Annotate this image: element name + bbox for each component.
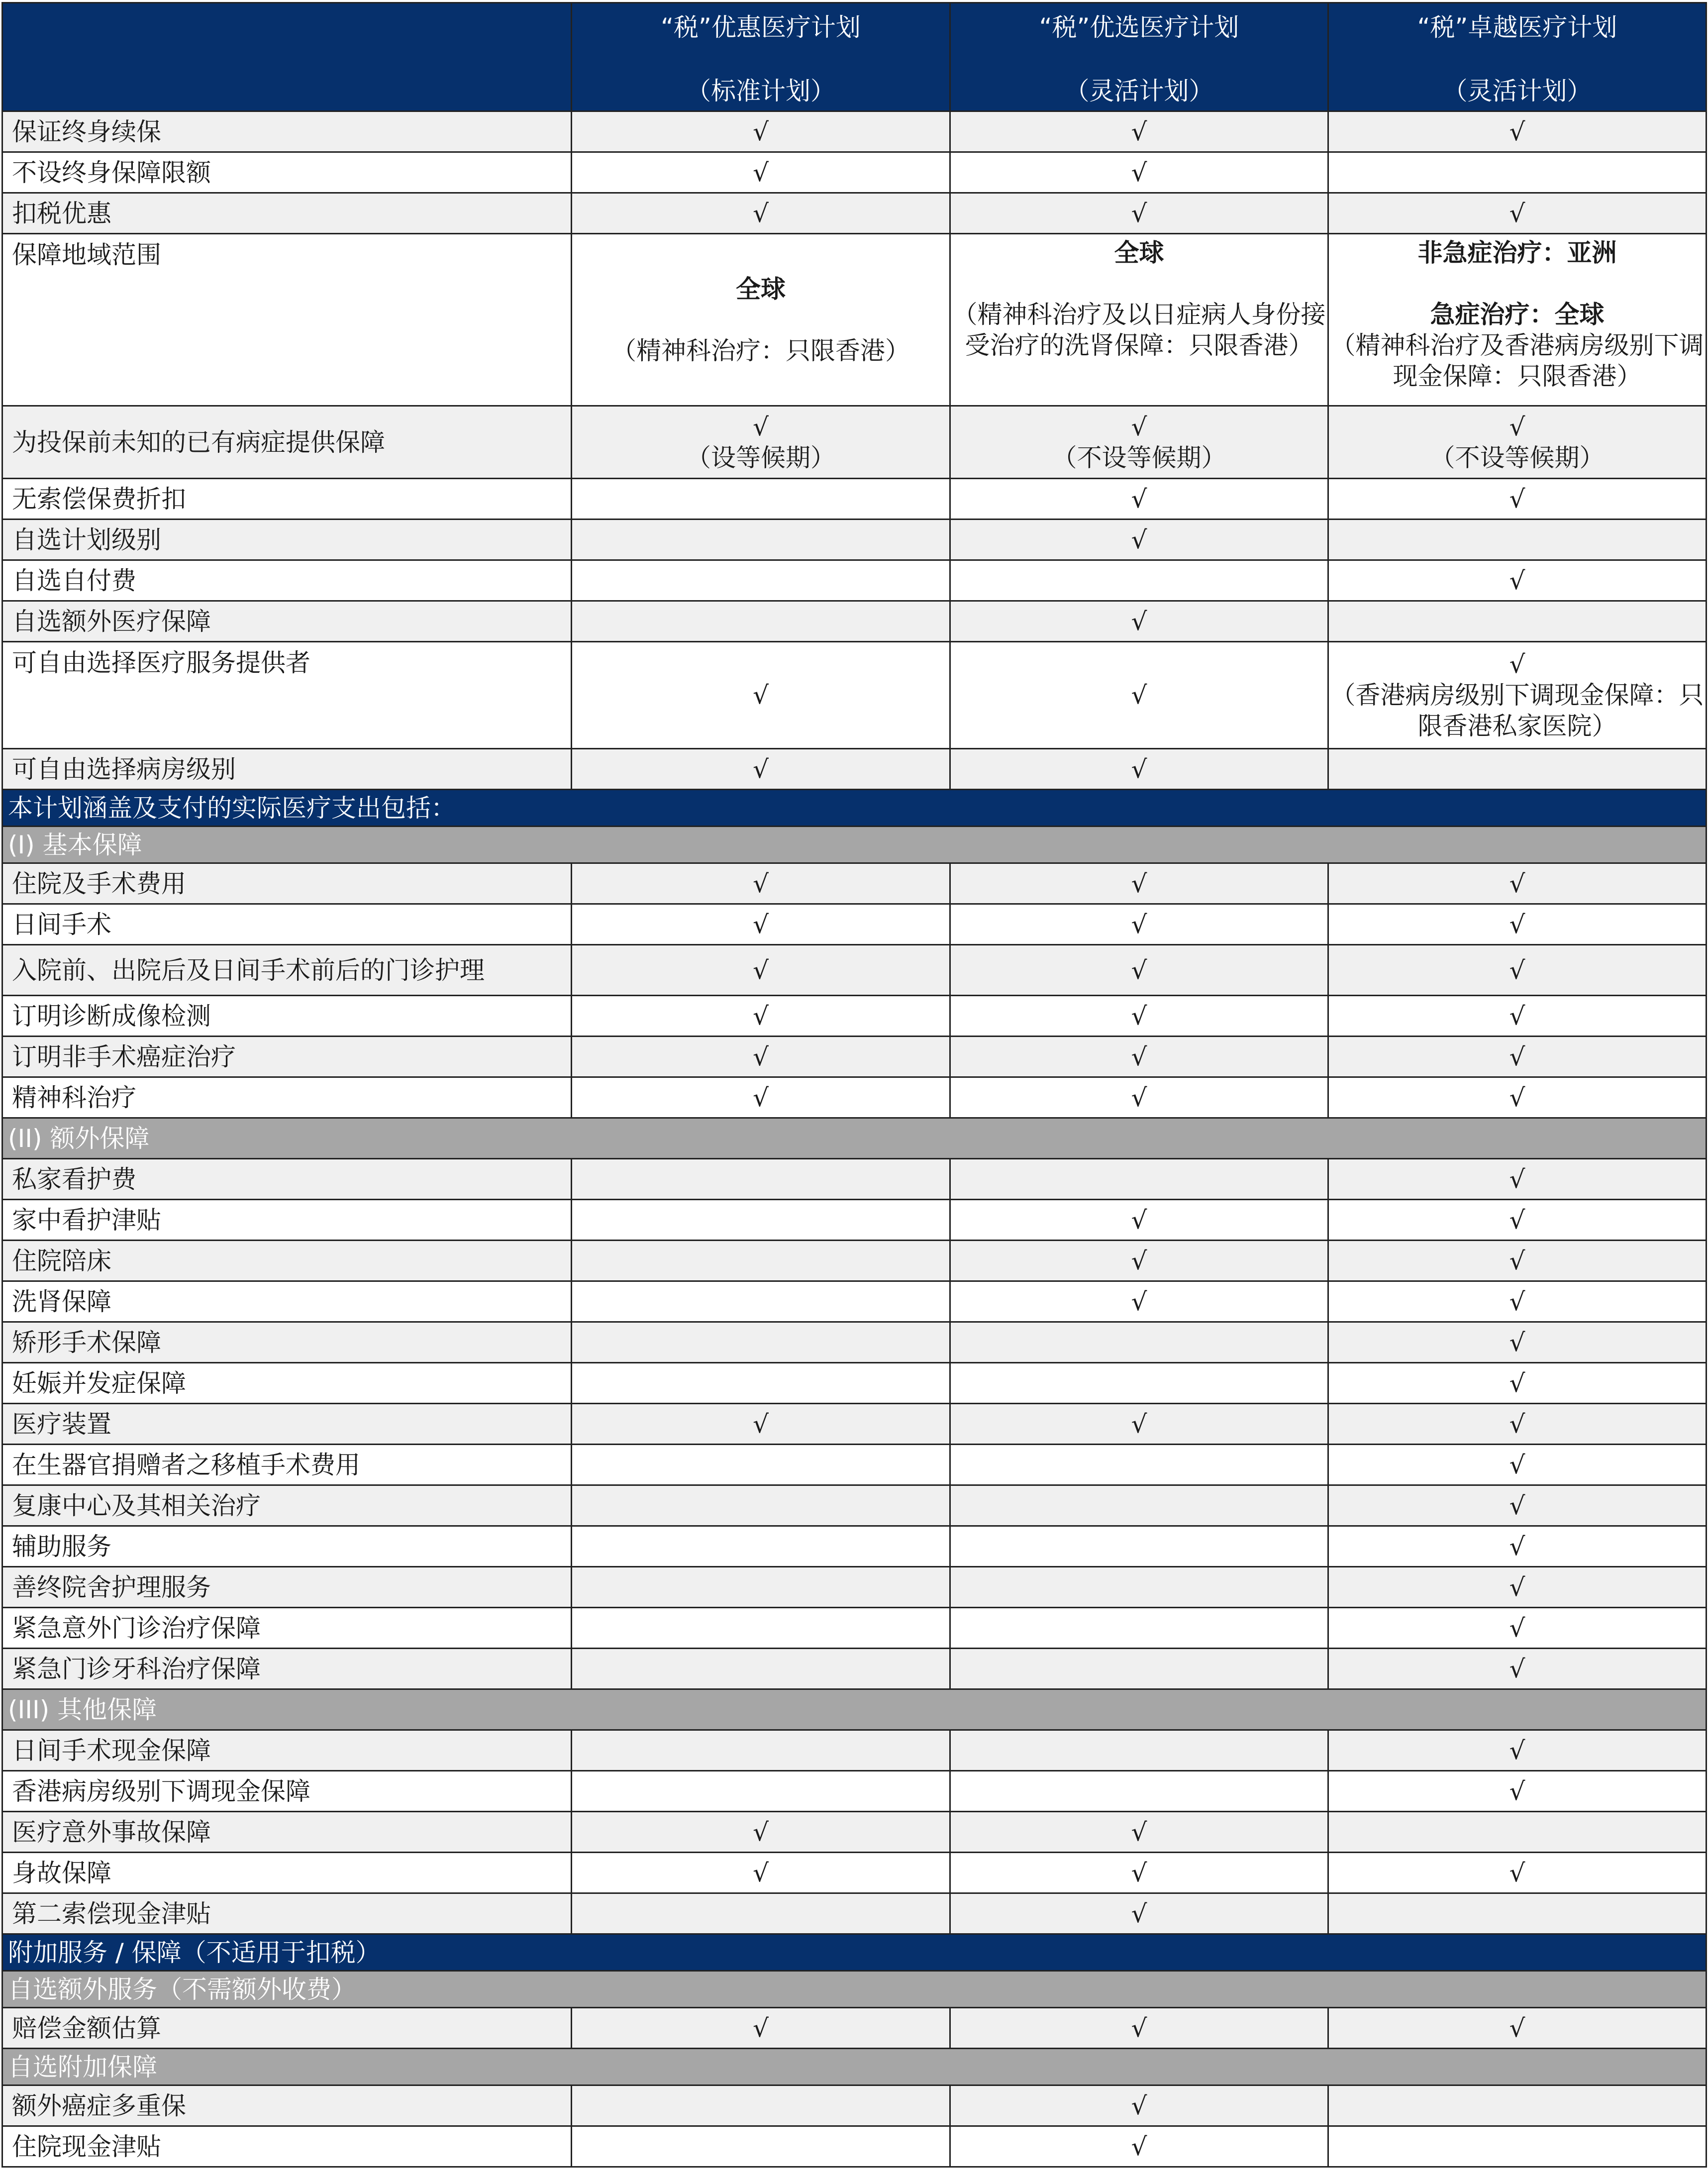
section-title: (I) 基本保障 (2, 827, 1707, 863)
row-label: 在生器官捐赠者之移植手术费用 (2, 1445, 572, 1485)
plan-name: “税”卓越医疗计划 (1417, 12, 1617, 42)
cell-note: （不设等候期） (1052, 443, 1226, 472)
check-mark: √ (950, 904, 1328, 945)
check-mark: √ (572, 193, 950, 234)
optional-service-group (2, 2008, 1707, 2049)
check-mark: √ (572, 1077, 950, 1118)
plan-header-1 (572, 3, 950, 111)
row-label: 妊娠并发症保障 (2, 1363, 572, 1404)
check-mark: √ (950, 1404, 1328, 1445)
check-mark: √ (1328, 1281, 1707, 1322)
section-title: (III) 其他保障 (2, 1689, 1707, 1730)
check-mark: √ (950, 520, 1328, 560)
check-mark: √ (1328, 1853, 1707, 1893)
row-label: 住院现金津贴 (2, 2126, 572, 2167)
table-row (2, 1485, 1707, 1526)
table-row (2, 642, 1707, 749)
empty-cell (572, 479, 950, 520)
check-mark: √ (1328, 1404, 1707, 1445)
check-mark: √ (950, 945, 1328, 996)
section-header (2, 1118, 1707, 1159)
empty-cell (572, 560, 950, 601)
row-label: 不设终身保障限额 (2, 152, 572, 193)
empty-cell (572, 1485, 950, 1526)
section-title: 自选附加保障 (2, 2049, 1707, 2085)
check-mark: √ (1328, 1485, 1707, 1526)
plan-name: “税”优惠医疗计划 (661, 12, 861, 42)
coverage-note: （精神科治疗及以日症病人身份接受治疗的洗肾保障：只限香港） (952, 300, 1326, 360)
check-mark: √ (950, 601, 1328, 642)
check-mark: √ (950, 996, 1328, 1037)
empty-cell (1328, 749, 1707, 790)
check-mark: √ (950, 1200, 1328, 1241)
row-label: 身故保障 (2, 1853, 572, 1893)
empty-cell (1328, 152, 1707, 193)
check-mark: √ (1328, 111, 1707, 152)
table-row (2, 1812, 1707, 1853)
row-label: 赔偿金额估算 (2, 2008, 572, 2049)
plan-type: （灵活计划） (1064, 76, 1214, 105)
table-row (2, 1077, 1707, 1118)
check-mark: √ (950, 1077, 1328, 1118)
row-label: 洗肾保障 (2, 1281, 572, 1322)
table-row (2, 1037, 1707, 1077)
section-title: 附加服务 / 保障（不适用于扣税） (2, 1934, 1707, 1971)
table-row (2, 1853, 1707, 1893)
coverage-title: 非急症治疗：亚洲 (1417, 238, 1617, 267)
row-label: 私家看护费 (2, 1159, 572, 1200)
coverage-title: 全球 (1114, 238, 1164, 267)
plan-type: （标准计划） (686, 76, 835, 105)
empty-cell (950, 1485, 1328, 1526)
check-mark: √ (572, 2008, 950, 2049)
table-row (2, 945, 1707, 996)
check-mark: √ (950, 479, 1328, 520)
check-mark: √ (572, 1404, 950, 1445)
coverage-cell-1 (572, 234, 950, 406)
check-mark: √ (572, 863, 950, 904)
table-row (2, 1200, 1707, 1241)
cell-note: （设等候期） (686, 443, 835, 472)
empty-cell (572, 1445, 950, 1485)
row-label: 住院及手术费用 (2, 863, 572, 904)
check-mark: √ (572, 1812, 950, 1853)
check-note-cell (1328, 406, 1707, 479)
check-mark: √ (572, 749, 950, 790)
check-mark: √ (1131, 412, 1147, 441)
check-mark: √ (1509, 412, 1525, 441)
table-row (2, 1241, 1707, 1281)
plan-header-2 (950, 3, 1328, 111)
extra-benefits-group (2, 1159, 1707, 1689)
coverage-note: （精神科治疗及香港病房级别下调现金保障：只限香港） (1330, 331, 1704, 391)
row-label: 订明诊断成像检测 (2, 996, 572, 1037)
row-label: 订明非手术癌症治疗 (2, 1037, 572, 1077)
check-mark: √ (1328, 479, 1707, 520)
check-mark: √ (1328, 1567, 1707, 1608)
empty-cell (572, 1241, 950, 1281)
check-mark: √ (1328, 1649, 1707, 1689)
empty-cell (572, 601, 950, 642)
check-mark: √ (1328, 560, 1707, 601)
empty-cell (572, 1771, 950, 1812)
section-header (2, 1934, 1707, 1971)
header-row (2, 3, 1707, 111)
check-mark: √ (1328, 1037, 1707, 1077)
check-mark: √ (572, 111, 950, 152)
row-label: 辅助服务 (2, 1526, 572, 1567)
table-row (2, 1526, 1707, 1567)
coverage-title: 急症治疗：全球 (1430, 300, 1605, 329)
plan-comparison-table (1, 2, 1707, 2168)
row-label: 紧急门诊牙科治疗保障 (2, 1649, 572, 1689)
empty-cell (950, 1730, 1328, 1771)
empty-cell (572, 2085, 950, 2126)
row-label: 日间手术现金保障 (2, 1730, 572, 1771)
header-corner (2, 3, 572, 111)
row-label: 扣税优惠 (2, 193, 572, 234)
table-row (2, 749, 1707, 790)
check-mark: √ (950, 2008, 1328, 2049)
row-label: 矫形手术保障 (2, 1322, 572, 1363)
row-label: 自选自付费 (2, 560, 572, 601)
empty-cell (572, 1526, 950, 1567)
check-mark: √ (950, 863, 1328, 904)
table-row (2, 193, 1707, 234)
section-header (2, 2049, 1707, 2085)
empty-cell (950, 1363, 1328, 1404)
table-row (2, 1322, 1707, 1363)
empty-cell (572, 1363, 950, 1404)
check-mark: √ (950, 1812, 1328, 1853)
row-label: 善终院舍护理服务 (2, 1567, 572, 1608)
check-mark: √ (1328, 1771, 1707, 1812)
basic-benefits-group (2, 863, 1707, 1118)
cell-note: （不设等候期） (1430, 443, 1605, 472)
row-label: 第二索偿现金津贴 (2, 1893, 572, 1934)
table-row (2, 1608, 1707, 1649)
check-mark: √ (1328, 945, 1707, 996)
table-row (2, 560, 1707, 601)
section-title: (II) 额外保障 (2, 1118, 1707, 1159)
check-mark: √ (1328, 863, 1707, 904)
row-label: 医疗意外事故保障 (2, 1812, 572, 1853)
check-mark: √ (950, 111, 1328, 152)
check-mark: √ (1328, 1526, 1707, 1567)
check-mark: √ (950, 152, 1328, 193)
table-row (2, 2008, 1707, 2049)
empty-cell (1328, 520, 1707, 560)
table-row (2, 1363, 1707, 1404)
table-row (2, 996, 1707, 1037)
row-label: 为投保前未知的已有病症提供保障 (2, 406, 572, 479)
check-mark: √ (950, 2126, 1328, 2167)
check-mark: √ (1328, 2008, 1707, 2049)
empty-cell (950, 1608, 1328, 1649)
section-header (2, 1971, 1707, 2008)
check-mark: √ (1328, 996, 1707, 1037)
check-mark: √ (950, 2085, 1328, 2126)
check-mark: √ (1328, 193, 1707, 234)
empty-cell (572, 1200, 950, 1241)
empty-cell (1328, 601, 1707, 642)
coverage-cell-2 (950, 234, 1328, 406)
check-mark: √ (950, 193, 1328, 234)
empty-cell (1328, 1893, 1707, 1934)
empty-cell (572, 1159, 950, 1200)
check-mark: √ (753, 412, 769, 441)
empty-cell (572, 2126, 950, 2167)
row-label: 自选额外医疗保障 (2, 601, 572, 642)
table-row (2, 152, 1707, 193)
section-title: 本计划涵盖及支付的实际医疗支出包括： (2, 790, 1707, 827)
check-mark: √ (950, 1241, 1328, 1281)
check-note-cell (950, 406, 1328, 479)
table-row (2, 406, 1707, 479)
check-mark: √ (1509, 650, 1525, 679)
check-mark: √ (1328, 1608, 1707, 1649)
empty-cell (950, 1159, 1328, 1200)
check-mark: √ (1328, 1159, 1707, 1200)
check-mark: √ (1328, 1730, 1707, 1771)
check-mark: √ (572, 642, 950, 749)
check-note-cell (572, 406, 950, 479)
section-header (2, 1689, 1707, 1730)
check-mark: √ (1328, 904, 1707, 945)
row-label: 精神科治疗 (2, 1077, 572, 1118)
section-header (2, 827, 1707, 863)
row-label: 自选计划级别 (2, 520, 572, 560)
empty-cell (572, 1608, 950, 1649)
empty-cell (572, 1649, 950, 1689)
plan-name: “税”优选医疗计划 (1039, 12, 1239, 42)
table-row (2, 234, 1707, 406)
check-mark: √ (950, 1281, 1328, 1322)
optional-rider-group (2, 2085, 1707, 2167)
check-mark: √ (572, 904, 950, 945)
check-mark: √ (572, 996, 950, 1037)
empty-cell (950, 1771, 1328, 1812)
empty-cell (950, 1322, 1328, 1363)
table-row (2, 2085, 1707, 2126)
table-row (2, 1404, 1707, 1445)
empty-cell (1328, 1812, 1707, 1853)
check-mark: √ (1328, 1322, 1707, 1363)
check-note-cell (1328, 642, 1707, 749)
check-mark: √ (1328, 1200, 1707, 1241)
row-label: 保障地域范围 (2, 234, 572, 406)
row-label: 可自由选择医疗服务提供者 (2, 642, 572, 749)
row-label: 紧急意外门诊治疗保障 (2, 1608, 572, 1649)
table-row (2, 904, 1707, 945)
table-row (2, 111, 1707, 152)
row-label: 入院前、出院后及日间手术前后的门诊护理 (2, 945, 572, 996)
empty-cell (1328, 2085, 1707, 2126)
empty-cell (950, 560, 1328, 601)
table-row (2, 601, 1707, 642)
table-row (2, 479, 1707, 520)
empty-cell (572, 1730, 950, 1771)
row-label: 无索偿保费折扣 (2, 479, 572, 520)
section-title: 自选额外服务（不需额外收费） (2, 1971, 1707, 2008)
row-label: 额外癌症多重保 (2, 2085, 572, 2126)
row-label: 保证终身续保 (2, 111, 572, 152)
empty-cell (950, 1445, 1328, 1485)
section-header (2, 790, 1707, 827)
table-row (2, 1893, 1707, 1934)
row-label: 医疗装置 (2, 1404, 572, 1445)
check-mark: √ (572, 945, 950, 996)
coverage-cell-3 (1328, 234, 1707, 406)
check-mark: √ (950, 642, 1328, 749)
check-mark: √ (1328, 1363, 1707, 1404)
plan-type: （灵活计划） (1442, 76, 1592, 105)
check-mark: √ (950, 1853, 1328, 1893)
other-benefits-group (2, 1730, 1707, 1934)
check-mark: √ (1328, 1077, 1707, 1118)
check-mark: √ (1328, 1241, 1707, 1281)
coverage-title: 全球 (736, 274, 786, 304)
table-row (2, 1730, 1707, 1771)
check-mark: √ (572, 152, 950, 193)
row-label: 可自由选择病房级别 (2, 749, 572, 790)
check-mark: √ (1328, 1445, 1707, 1485)
table-row (2, 1445, 1707, 1485)
row-label: 住院陪床 (2, 1241, 572, 1281)
table-row (2, 1771, 1707, 1812)
row-label: 日间手术 (2, 904, 572, 945)
row-label: 香港病房级别下调现金保障 (2, 1771, 572, 1812)
table-row (2, 1649, 1707, 1689)
row-label: 家中看护津贴 (2, 1200, 572, 1241)
table-row (2, 1567, 1707, 1608)
plan-header-3 (1328, 3, 1707, 111)
table-row (2, 1159, 1707, 1200)
empty-cell (572, 1322, 950, 1363)
coverage-note: （精神科治疗：只限香港） (611, 336, 910, 365)
table-row (2, 2126, 1707, 2167)
empty-cell (572, 1893, 950, 1934)
row-label: 复康中心及其相关治疗 (2, 1485, 572, 1526)
check-mark: √ (950, 1037, 1328, 1077)
cell-note: （香港病房级别下调现金保障：只限香港私家医院） (1330, 681, 1704, 740)
check-mark: √ (950, 1893, 1328, 1934)
empty-cell (572, 1281, 950, 1322)
table-row (2, 1281, 1707, 1322)
empty-cell (950, 1526, 1328, 1567)
empty-cell (950, 1649, 1328, 1689)
check-mark: √ (950, 749, 1328, 790)
empty-cell (950, 1567, 1328, 1608)
check-mark: √ (572, 1853, 950, 1893)
empty-cell (572, 520, 950, 560)
table-row (2, 863, 1707, 904)
empty-cell (572, 1567, 950, 1608)
check-mark: √ (572, 1037, 950, 1077)
empty-cell (1328, 2126, 1707, 2167)
table-row (2, 520, 1707, 560)
